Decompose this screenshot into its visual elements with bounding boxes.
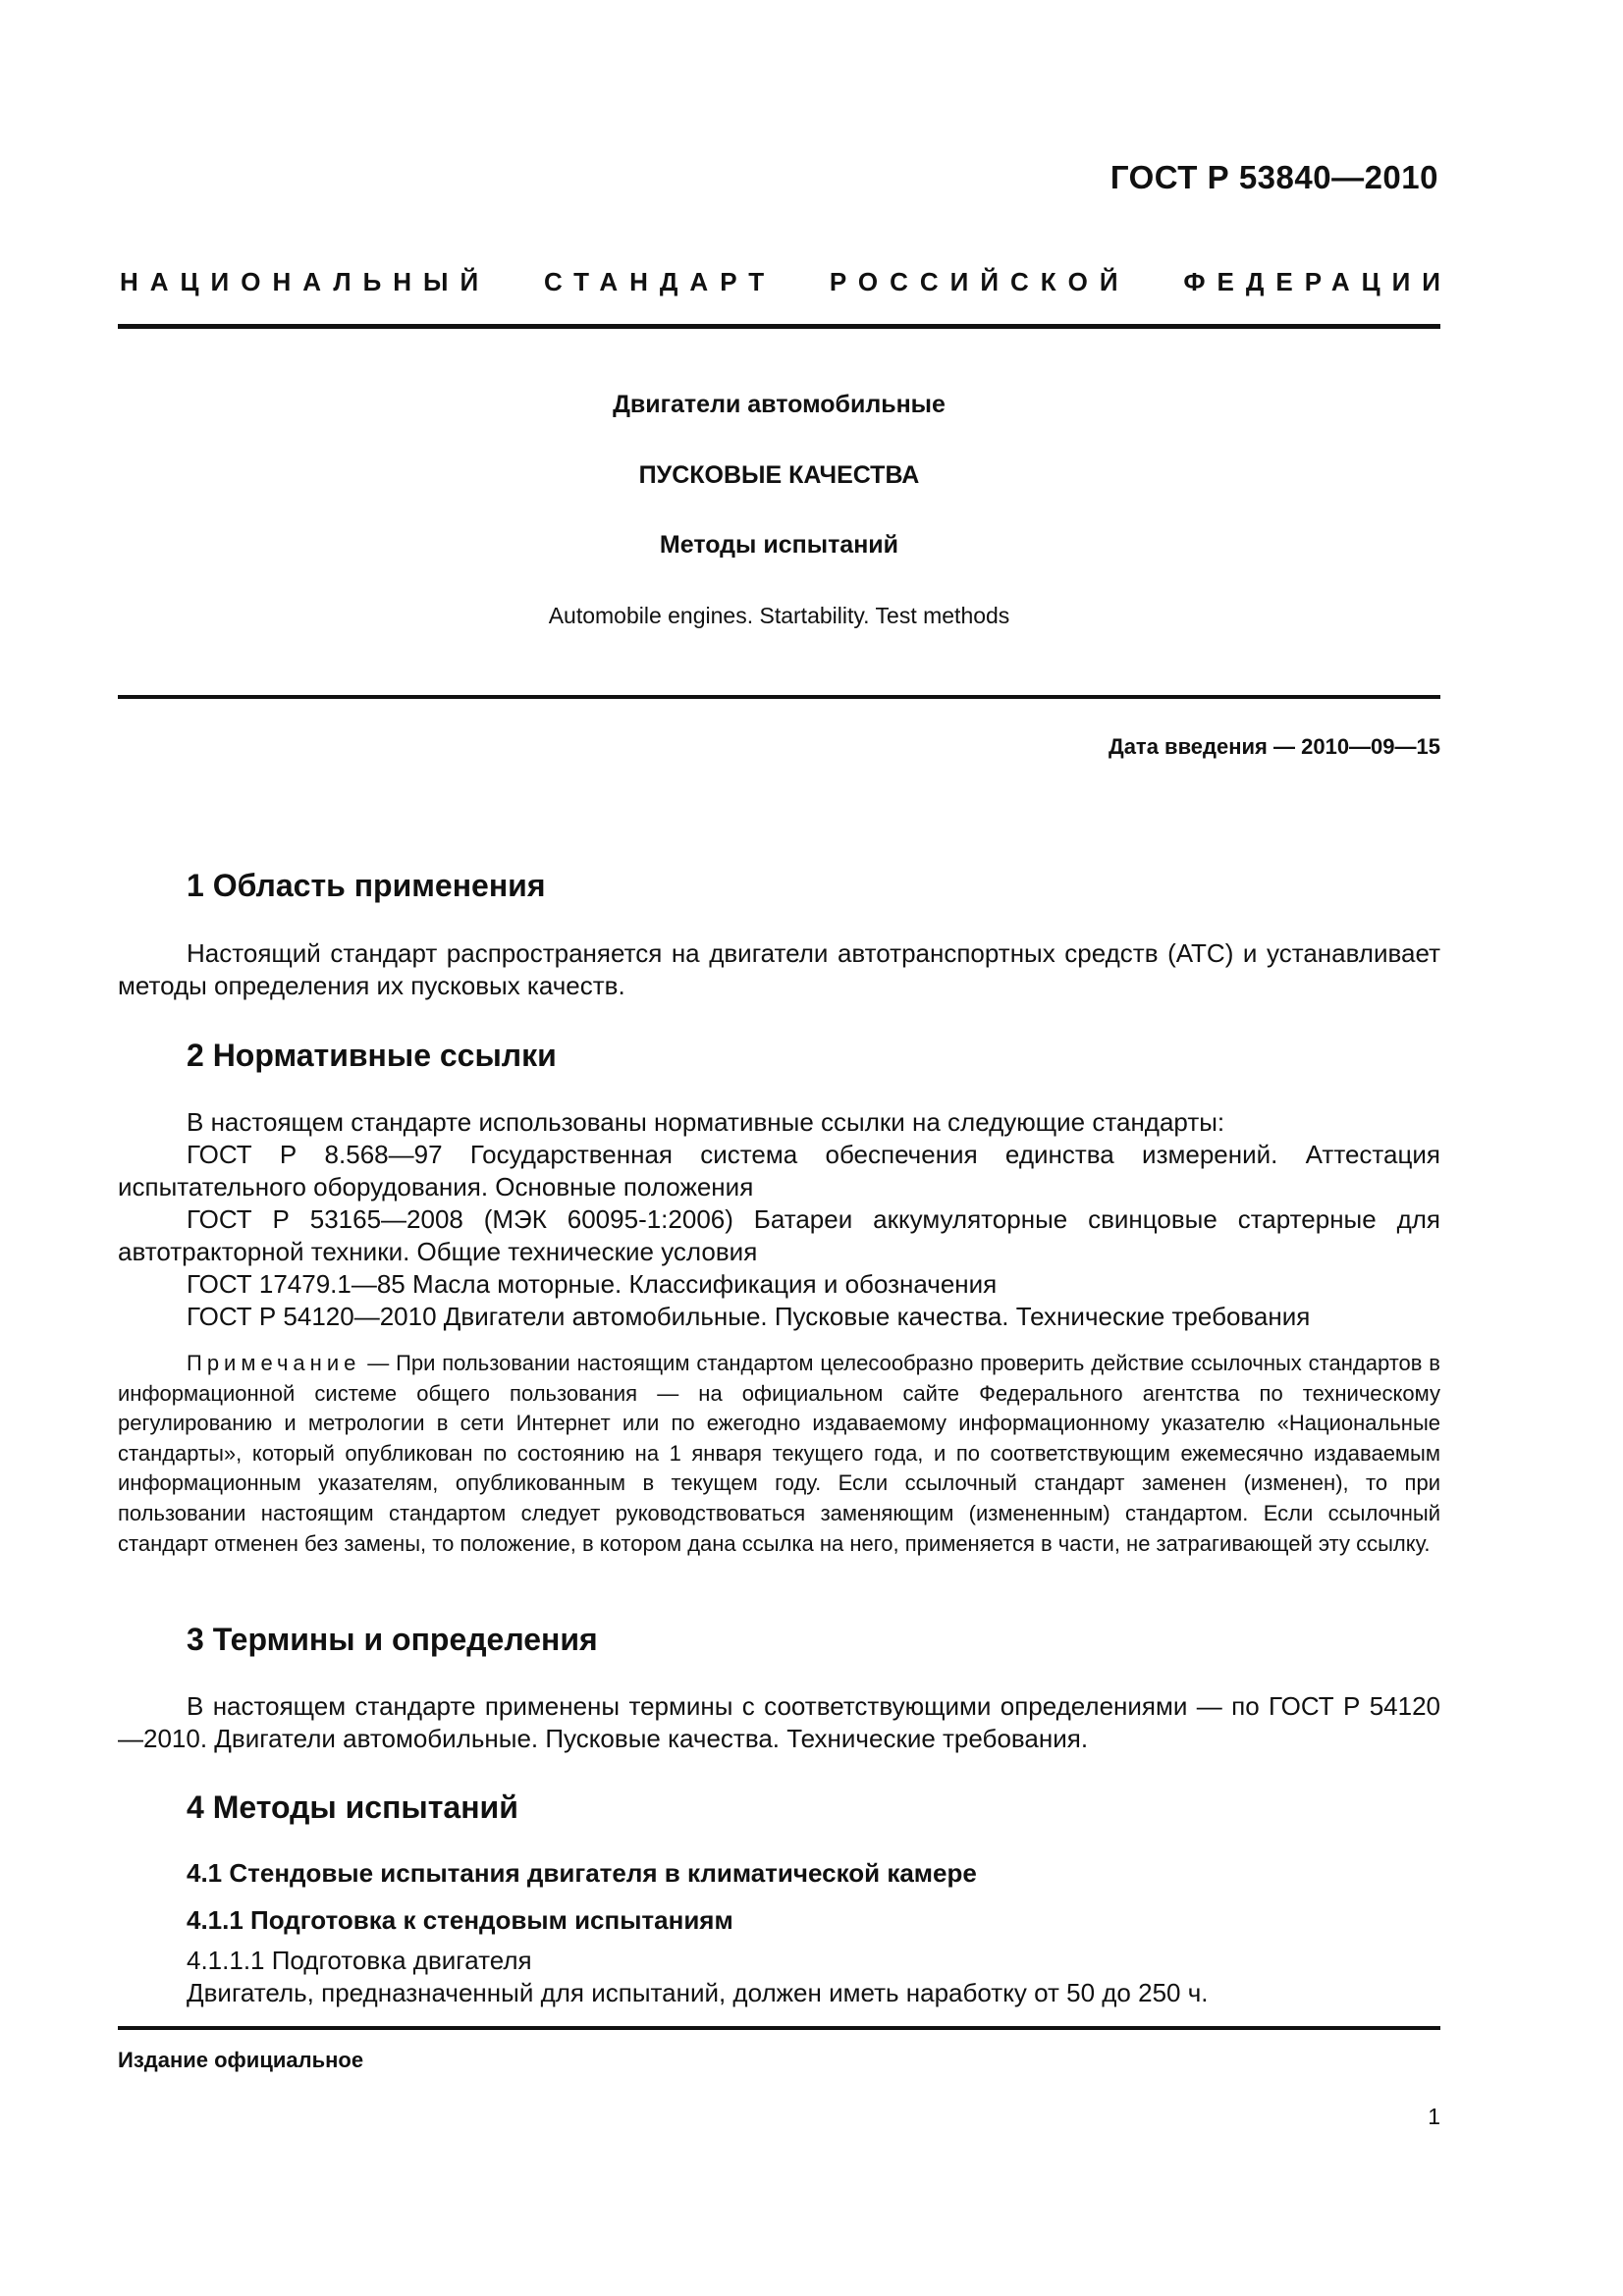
references-intro: В настоящем стандарте использованы нормативные ссылки на следующие стандарты:: [187, 1107, 1225, 1137]
note-label: Примечание: [187, 1351, 361, 1375]
section-4-paragraph: Двигатель, предназначенный для испытаний, должен иметь наработку от 50 до 250 ч.: [187, 1978, 1209, 2007]
section-3-paragraph: В настоящем стандарте применены термины с соответствующими определениями — по ГОСТ Р 54120—2010. Двигатели автомобильные. Пусковые качества. Технические требования.: [118, 1691, 1440, 1753]
title-divider: [118, 695, 1440, 699]
title-line-3: Методы испытаний: [659, 531, 899, 559]
national-title-word: ФЕДЕРАЦИИ: [1183, 267, 1452, 296]
reference-item: ГОСТ 17479.1—85 Масла моторные. Классификация и обозначения: [187, 1269, 998, 1299]
introduction-date: Дата введения — 2010—09—15: [1109, 734, 1440, 759]
section-1-heading: 1 Область применения: [187, 868, 546, 903]
footer-divider: [118, 2026, 1440, 2030]
reference-item: ГОСТ Р 8.568—97 Государственная система обеспечения единства измерений. Аттестация испытательного оборудования. Основные положения: [118, 1140, 1440, 1201]
official-edition-label: Издание официальное: [118, 2048, 364, 2072]
header-divider: [118, 324, 1440, 329]
note-text: — При пользовании настоящим стандартом целесообразно проверить действие ссылочных стандартов в информационной системе общего пользования — на официальном сайте Федерального агентства по техническому регулированию и метрологии в сети Интернет или по ежегодно издаваемому информационному указателю «Национальные стандарты», который опубликован по состоянию на 1 января текущего года, и по соответствующим ежемесячно издаваемым информационным указателям, опубликованным в текущем году. Если ссылочный стандарт заменен (изменен), то при пользовании настоящим стандартом следует руководствоваться заменяющим (измененным) стандартом. Если ссылочный стандарт отменен без замены, то положение, в котором дана ссылка на него, применяется в части, не затрагивающей эту ссылку.: [118, 1351, 1440, 1556]
subsection-4-1-1-heading: 4.1.1 Подготовка к стендовым испытаниям: [187, 1905, 733, 1935]
reference-item: ГОСТ Р 53165—2008 (МЭК 60095-1:2006) Батареи аккумуляторные свинцовые стартерные для автотракторной техники. Общие технические условия: [118, 1204, 1440, 1266]
standard-number: ГОСТ Р 53840—2010: [1109, 159, 1438, 195]
section-1-text: [118, 937, 1440, 1002]
section-4-heading: 4 Методы испытаний: [187, 1789, 518, 1825]
section-3-text: [118, 1690, 1440, 1755]
section-4-text: [118, 1945, 1440, 2009]
subsection-4-1-1-1-heading: 4.1.1.1 Подготовка двигателя: [187, 1946, 532, 1975]
national-standard-title: [120, 267, 1452, 297]
note-block: [118, 1349, 1440, 1559]
title-line-1: Двигатели автомобильные: [613, 391, 946, 418]
section-3-heading: 3 Термины и определения: [187, 1622, 598, 1657]
national-title-word: НАЦИОНАЛЬНЫЙ: [120, 267, 491, 296]
note-paragraph: [118, 1349, 1440, 1559]
title-line-2: ПУСКОВЫЕ КАЧЕСТВА: [638, 461, 920, 489]
national-title-word: СТАНДАРТ: [543, 267, 777, 296]
section-1-paragraph: Настоящий стандарт распространяется на двигатели автотранспортных средств (АТС) и устанавливает методы определения их пусковых качеств.: [118, 938, 1440, 1000]
subsection-4-1-heading: 4.1 Стендовые испытания двигателя в климатической камере: [187, 1858, 977, 1888]
section-2-heading: 2 Нормативные ссылки: [187, 1038, 557, 1073]
national-title-word: РОССИЙСКОЙ: [829, 267, 1130, 296]
page-number: 1: [1428, 2104, 1440, 2129]
section-2-references: [118, 1106, 1440, 1333]
reference-item: ГОСТ Р 54120—2010 Двигатели автомобильные. Пусковые качества. Технические требования: [187, 1302, 1311, 1331]
title-english: Automobile engines. Startability. Test methods: [548, 603, 1010, 628]
